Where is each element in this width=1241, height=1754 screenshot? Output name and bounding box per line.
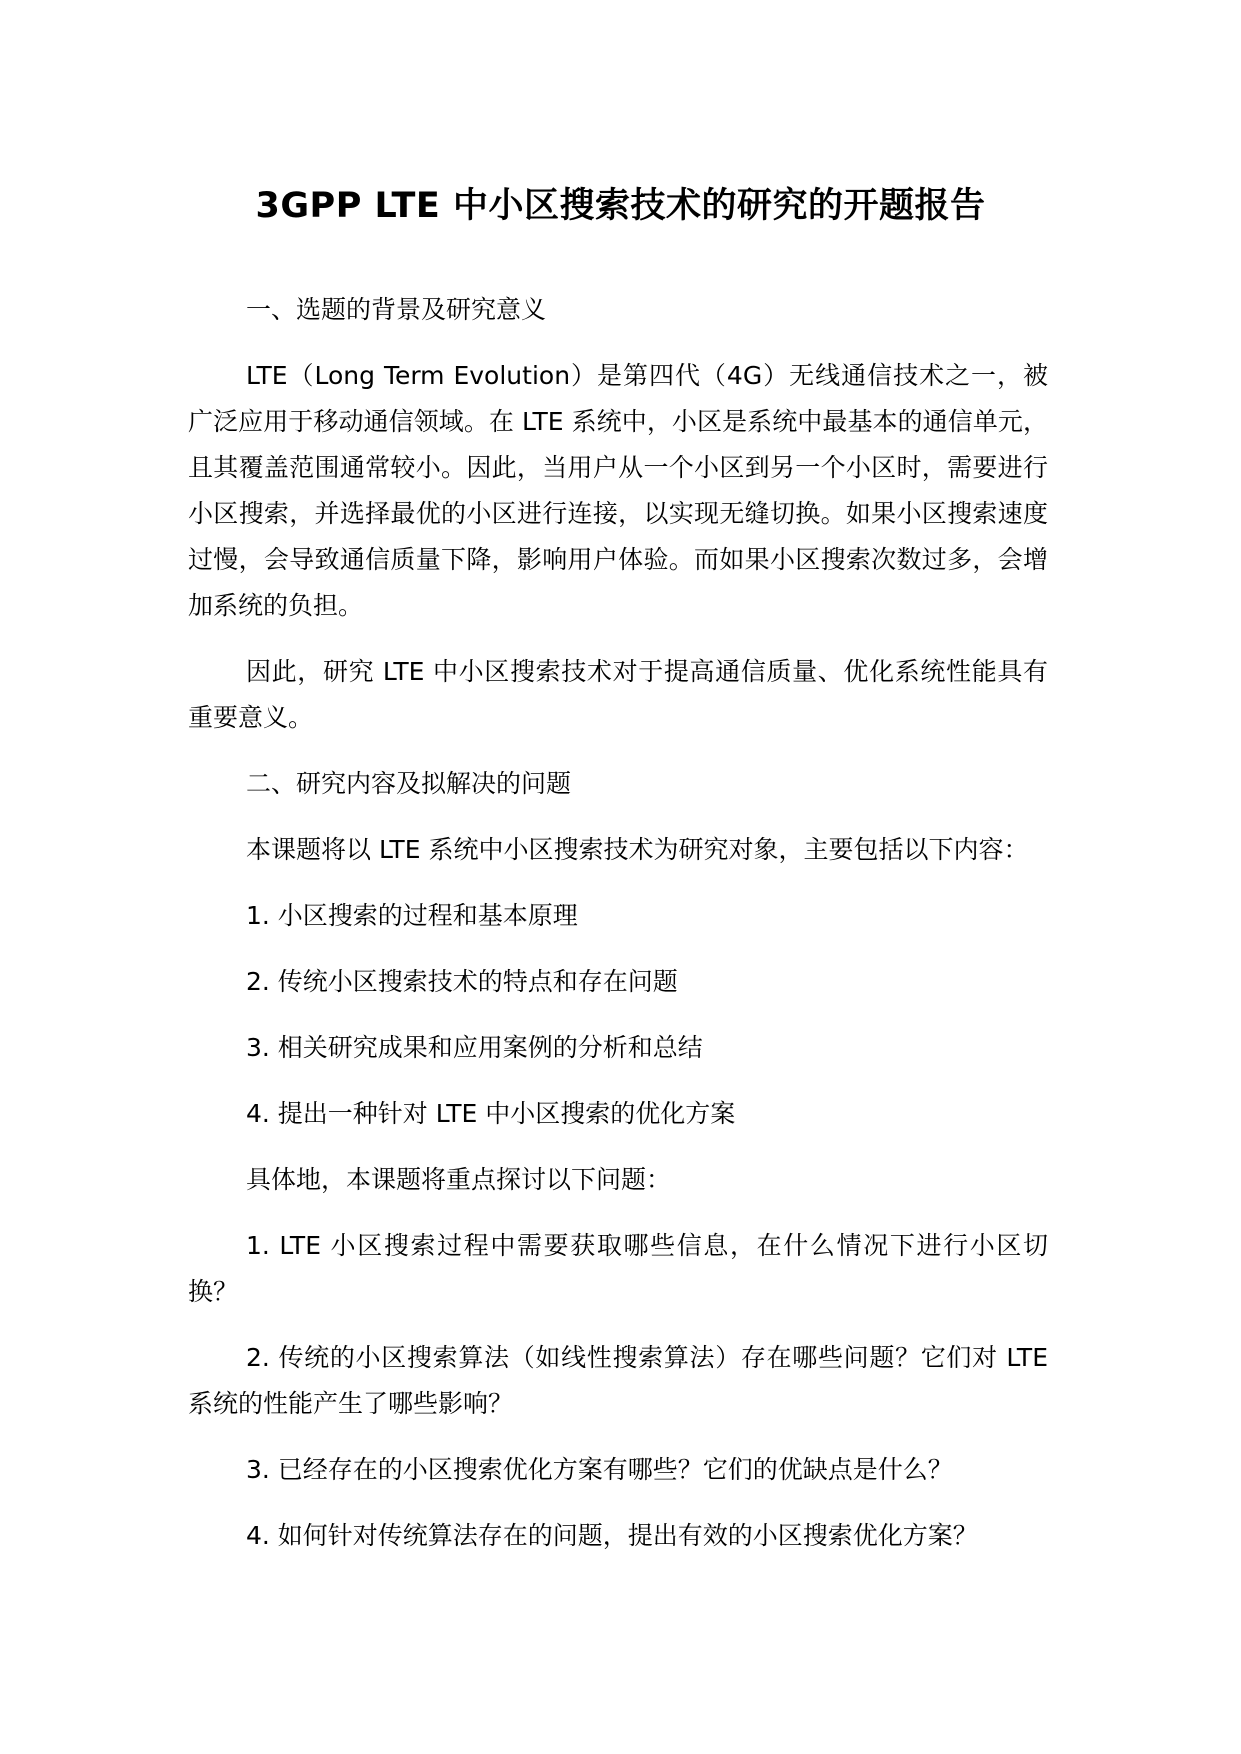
- list-item-question-1: 1. LTE 小区搜索过程中需要获取哪些信息，在什么情况下进行小区切换？: [188, 1231, 1048, 1306]
- list-item-question-4: 4. 如何针对传统算法存在的问题，提出有效的小区搜索优化方案？: [246, 1521, 978, 1550]
- paragraph-lte-intro: LTE（Long Term Evolution）是第四代（4G）无线通信技术之一，被广泛应用于移动通信领域。在 LTE 系统中，小区是系统中最基本的通信单元，且其覆盖范围通常较小。因此，当用户从一个小区到另一个小区时，需要进行小区搜索，并选择最优的小区进行连接，以实现无缝切换。如果小区搜索速度过慢，会导致通信质量下降，影响用户体验。而如果小区搜索次数过多，会增加系统的负担。: [188, 361, 1048, 620]
- section-heading-research-content: 二、研究内容及拟解决的问题: [246, 769, 572, 798]
- section-heading-background: 一、选题的背景及研究意义: [246, 295, 547, 324]
- list-item-content-4: 4. 提出一种针对 LTE 中小区搜索的优化方案: [246, 1099, 736, 1128]
- paragraph-content-intro: 本课题将以 LTE 系统中小区搜索技术为研究对象，主要包括以下内容：: [246, 835, 1029, 864]
- document-title: 3GPP LTE 中小区搜索技术的研究的开题报告: [255, 186, 986, 226]
- paragraph-significance: 因此，研究 LTE 中小区搜索技术对于提高通信质量、优化系统性能具有重要意义。: [188, 657, 1048, 732]
- paragraph-questions-intro: 具体地，本课题将重点探讨以下问题：: [246, 1165, 672, 1194]
- document-body: [188, 287, 1048, 1579]
- list-item-question-3: 3. 已经存在的小区搜索优化方案有哪些？它们的优缺点是什么？: [246, 1455, 953, 1484]
- list-item-content-1: 1. 小区搜索的过程和基本原理: [246, 901, 578, 930]
- list-item-content-3: 3. 相关研究成果和应用案例的分析和总结: [246, 1033, 703, 1062]
- list-item-question-2: 2. 传统的小区搜索算法（如线性搜索算法）存在哪些问题？它们对 LTE 系统的性能产生了哪些影响？: [188, 1343, 1048, 1418]
- list-item-content-2: 2. 传统小区搜索技术的特点和存在问题: [246, 967, 678, 996]
